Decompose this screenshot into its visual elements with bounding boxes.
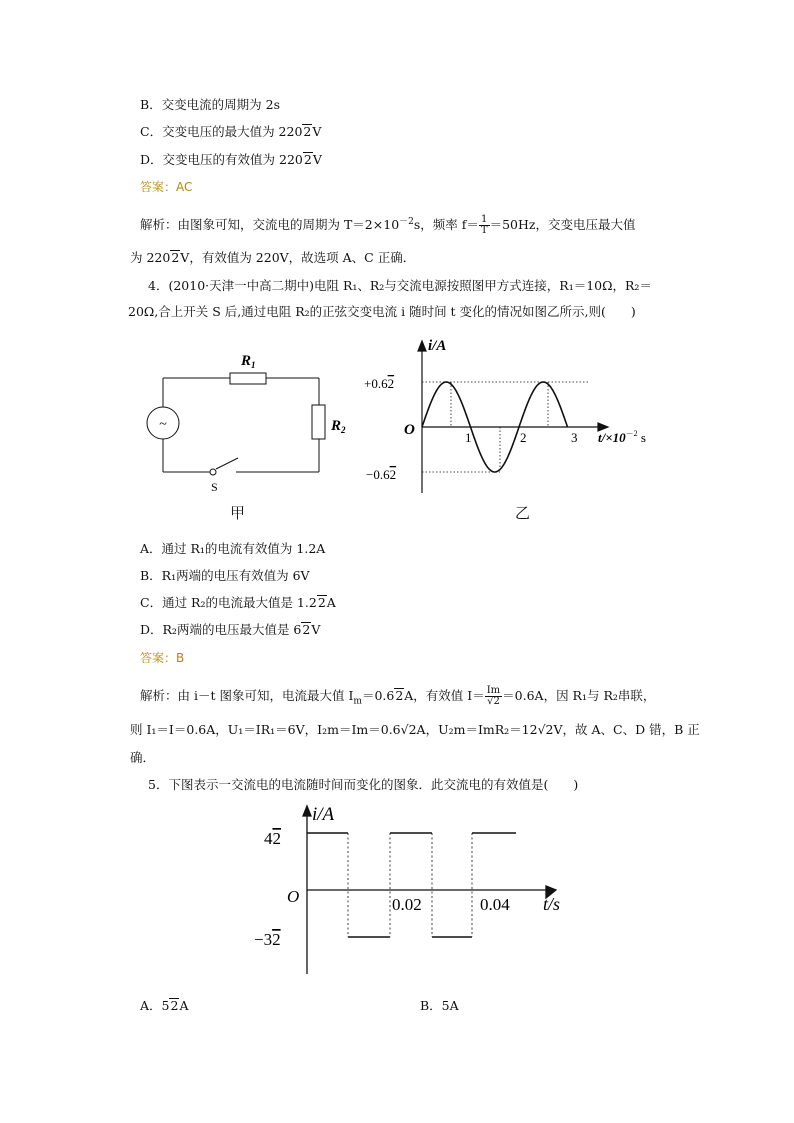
q4-explanation-line2: 则 I₁＝I＝0.6A，U₁＝IR₁＝6V，I₂m＝Im＝0.6√2A，U₂m＝ImR₂＝12√2V，故 A、C、D 错，B 正 [130, 722, 700, 737]
switch-label: S [211, 480, 218, 494]
graph-tick-2: 2 [520, 430, 527, 445]
switch-blade [216, 458, 238, 469]
q4-stem-line1: 4．(2010·天津一中高二期中)电阻 R₁、R₂与交流电源按照图甲方式连接，R₁＝10Ω，R₂＝ [148, 278, 652, 293]
square-wave [307, 833, 516, 937]
graph-origin: O [404, 422, 415, 438]
square-wave-graph [250, 798, 570, 978]
q4-explanation-line3: 确． [130, 750, 156, 765]
q4-option-b: B．R₁两端的电压有效值为 6V [140, 568, 310, 583]
q4-option-d: D．R₂两端的电压最大值是 62V [140, 622, 321, 637]
graph-ylabel: i/A [428, 338, 447, 354]
q5-ylabel: i/A [312, 804, 335, 825]
q5-xlabel: t/s [543, 894, 561, 914]
graph-tick-3: 3 [571, 430, 578, 445]
q3-explanation-line1: 解析：由图象可知，交流电的周期为 $T=2\times 10^{-2}s$，频率 f＝ $\frac{1}{T}$ ＝50Hz，交变电压最大值 [140, 214, 636, 237]
q5-tick-2: 0.04 [480, 895, 510, 914]
graph-y-pos: +0.62 [364, 376, 395, 391]
fig-jia-caption: 甲 [230, 504, 246, 522]
q3-option-b: B．交变电流的周期为 2s [140, 97, 281, 112]
fig-yi-caption: 乙 [515, 504, 531, 522]
graph-xlabel: $t/\times 10^{-2}$ s [598, 429, 646, 445]
q5-stem: 5．下图表示一交流电的电流随时间而变化的图象．此交流电的有效值是( ) [148, 777, 579, 792]
q5-origin: O [287, 887, 300, 906]
ac-source-label: ~ [159, 417, 167, 432]
q5-option-a: A．52A [140, 998, 189, 1013]
q4-stem-line2: 20Ω,合上开关 S 后,通过电阻 R₂的正弦交变电流 i 随时间 t 变化的情况如图乙所示,则( ) [128, 304, 636, 319]
circuit-diagram [140, 345, 346, 495]
q3-explanation-line2: 为 2202V，有效值为 220V，故选项 A、C 正确． [130, 250, 416, 265]
q5-y-pos: 42 [264, 829, 281, 848]
q5-option-b: B．5A [420, 998, 459, 1013]
q5-tick-1: 0.02 [392, 895, 422, 914]
q3-answer: 答案：AC [140, 180, 193, 194]
q3-option-d: D．交变电压的有效值为 2202V [140, 152, 322, 167]
switch-pivot [210, 469, 216, 475]
q5-y-neg: −32 [254, 930, 281, 949]
graph-y-neg: −0.62 [366, 467, 397, 482]
r2-label: $R_2$ [331, 418, 346, 435]
square-dashed-edges [348, 833, 472, 937]
y-axis-arrow [303, 806, 311, 816]
q4-answer: 答案：B [140, 651, 185, 665]
graph-tick-1: 1 [465, 430, 472, 445]
q4-explanation-line1: 解析：由 i－t 图象可知，电流最大值 $I_m=0.62A$，有效值 I＝ $\frac{Im}{√2}$ ＝0.6A，因 R₁与 R₂串联， [140, 685, 656, 707]
q3-option-c: C．交变电压的最大值为 2202V [140, 124, 322, 139]
r1-label: $R_1$ [241, 353, 256, 370]
q4-option-c: C．通过 R₂的电流最大值是 1.22A [140, 595, 336, 610]
sine-current-graph [360, 338, 680, 498]
q4-option-a: A．通过 R₁的电流有效值为 1.2A [140, 541, 326, 556]
y-axis-arrow [418, 341, 426, 351]
